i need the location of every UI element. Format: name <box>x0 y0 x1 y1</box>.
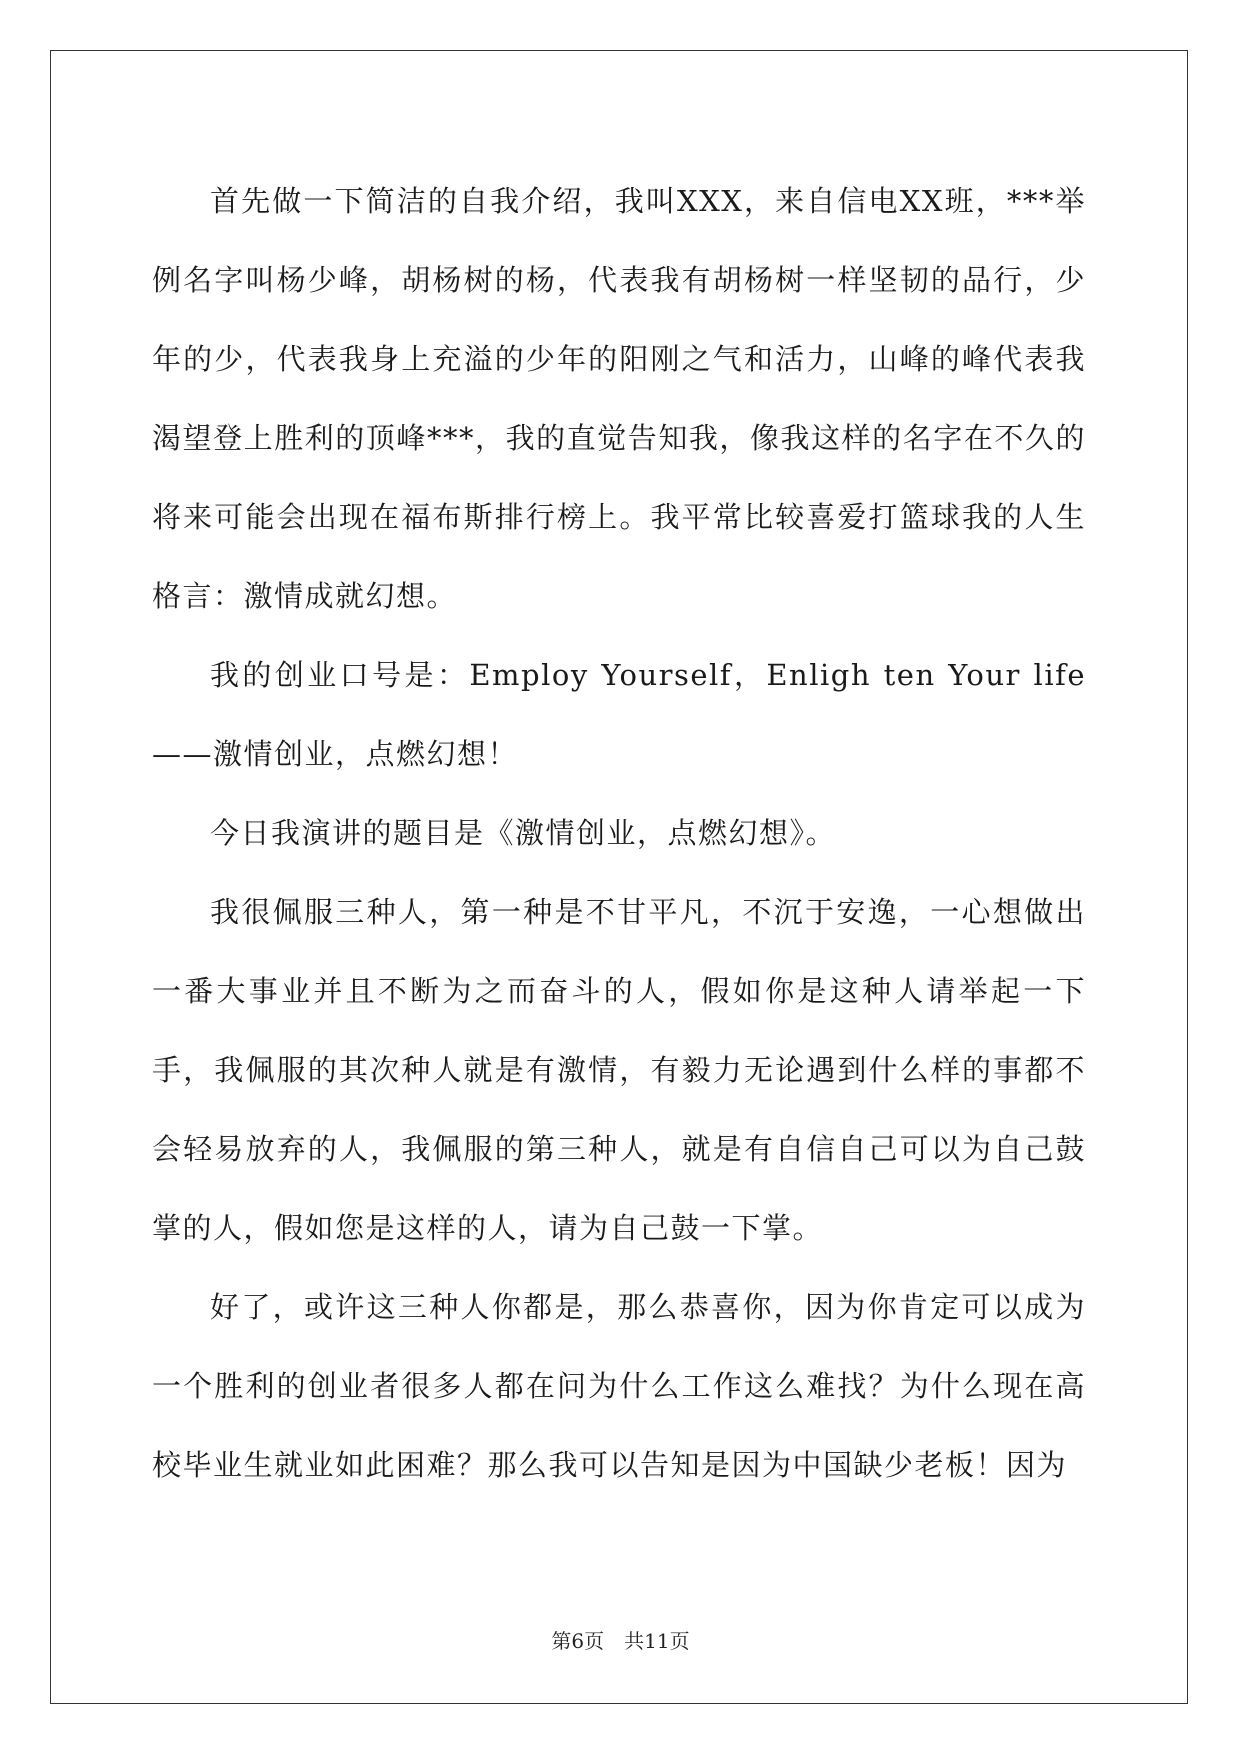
page-number-footer: 第6页 共11页 <box>551 1629 690 1653</box>
paragraph-intro: 首先做一下简洁的自我介绍，我叫XXX，来自信电XX班，***举例名字叫杨少峰，胡杨树的杨，代表我有胡杨树一样坚韧的品行，少年的少，代表我身上充溢的少年的阳刚之气和活力，山峰的峰代表我渴望登上胜利的顶峰***，我的直觉告知我，像我这样的名字在不久的将来可能会出现在福布斯排行榜上。我平常比较喜爱打篮球我的人生格言：激情成就幻想。 <box>152 184 1086 613</box>
paragraph-three-kinds: 我很佩服三种人，第一种是不甘平凡，不沉于安逸，一心想做出一番大事业并且不断为之而奋斗的人，假如你是这种人请举起一下手，我佩服的其次种人就是有激情，有毅力无论遇到什么样的事都不会轻易放弃的人，我佩服的第三种人，就是有自信自己可以为自己鼓掌的人，假如您是这样的人，请为自己鼓一下掌。 <box>152 895 1086 1245</box>
paragraph-topic: 今日我演讲的题目是《激情创业，点燃幻想》。 <box>210 816 837 850</box>
paragraph-congratulations: 好了，或许这三种人你都是，那么恭喜你，因为你肯定可以成为一个胜利的创业者很多人都在问为什么工作这么难找？为什么现在高校毕业生就业如此困难？那么我可以告知是因为中国缺少老板！因为 <box>152 1290 1086 1482</box>
paragraph-slogan: 我的创业口号是：Employ Yourself，Enligh ten Your life——激情创业，点燃幻想！ <box>152 658 1086 771</box>
document-body <box>152 162 1086 1505</box>
